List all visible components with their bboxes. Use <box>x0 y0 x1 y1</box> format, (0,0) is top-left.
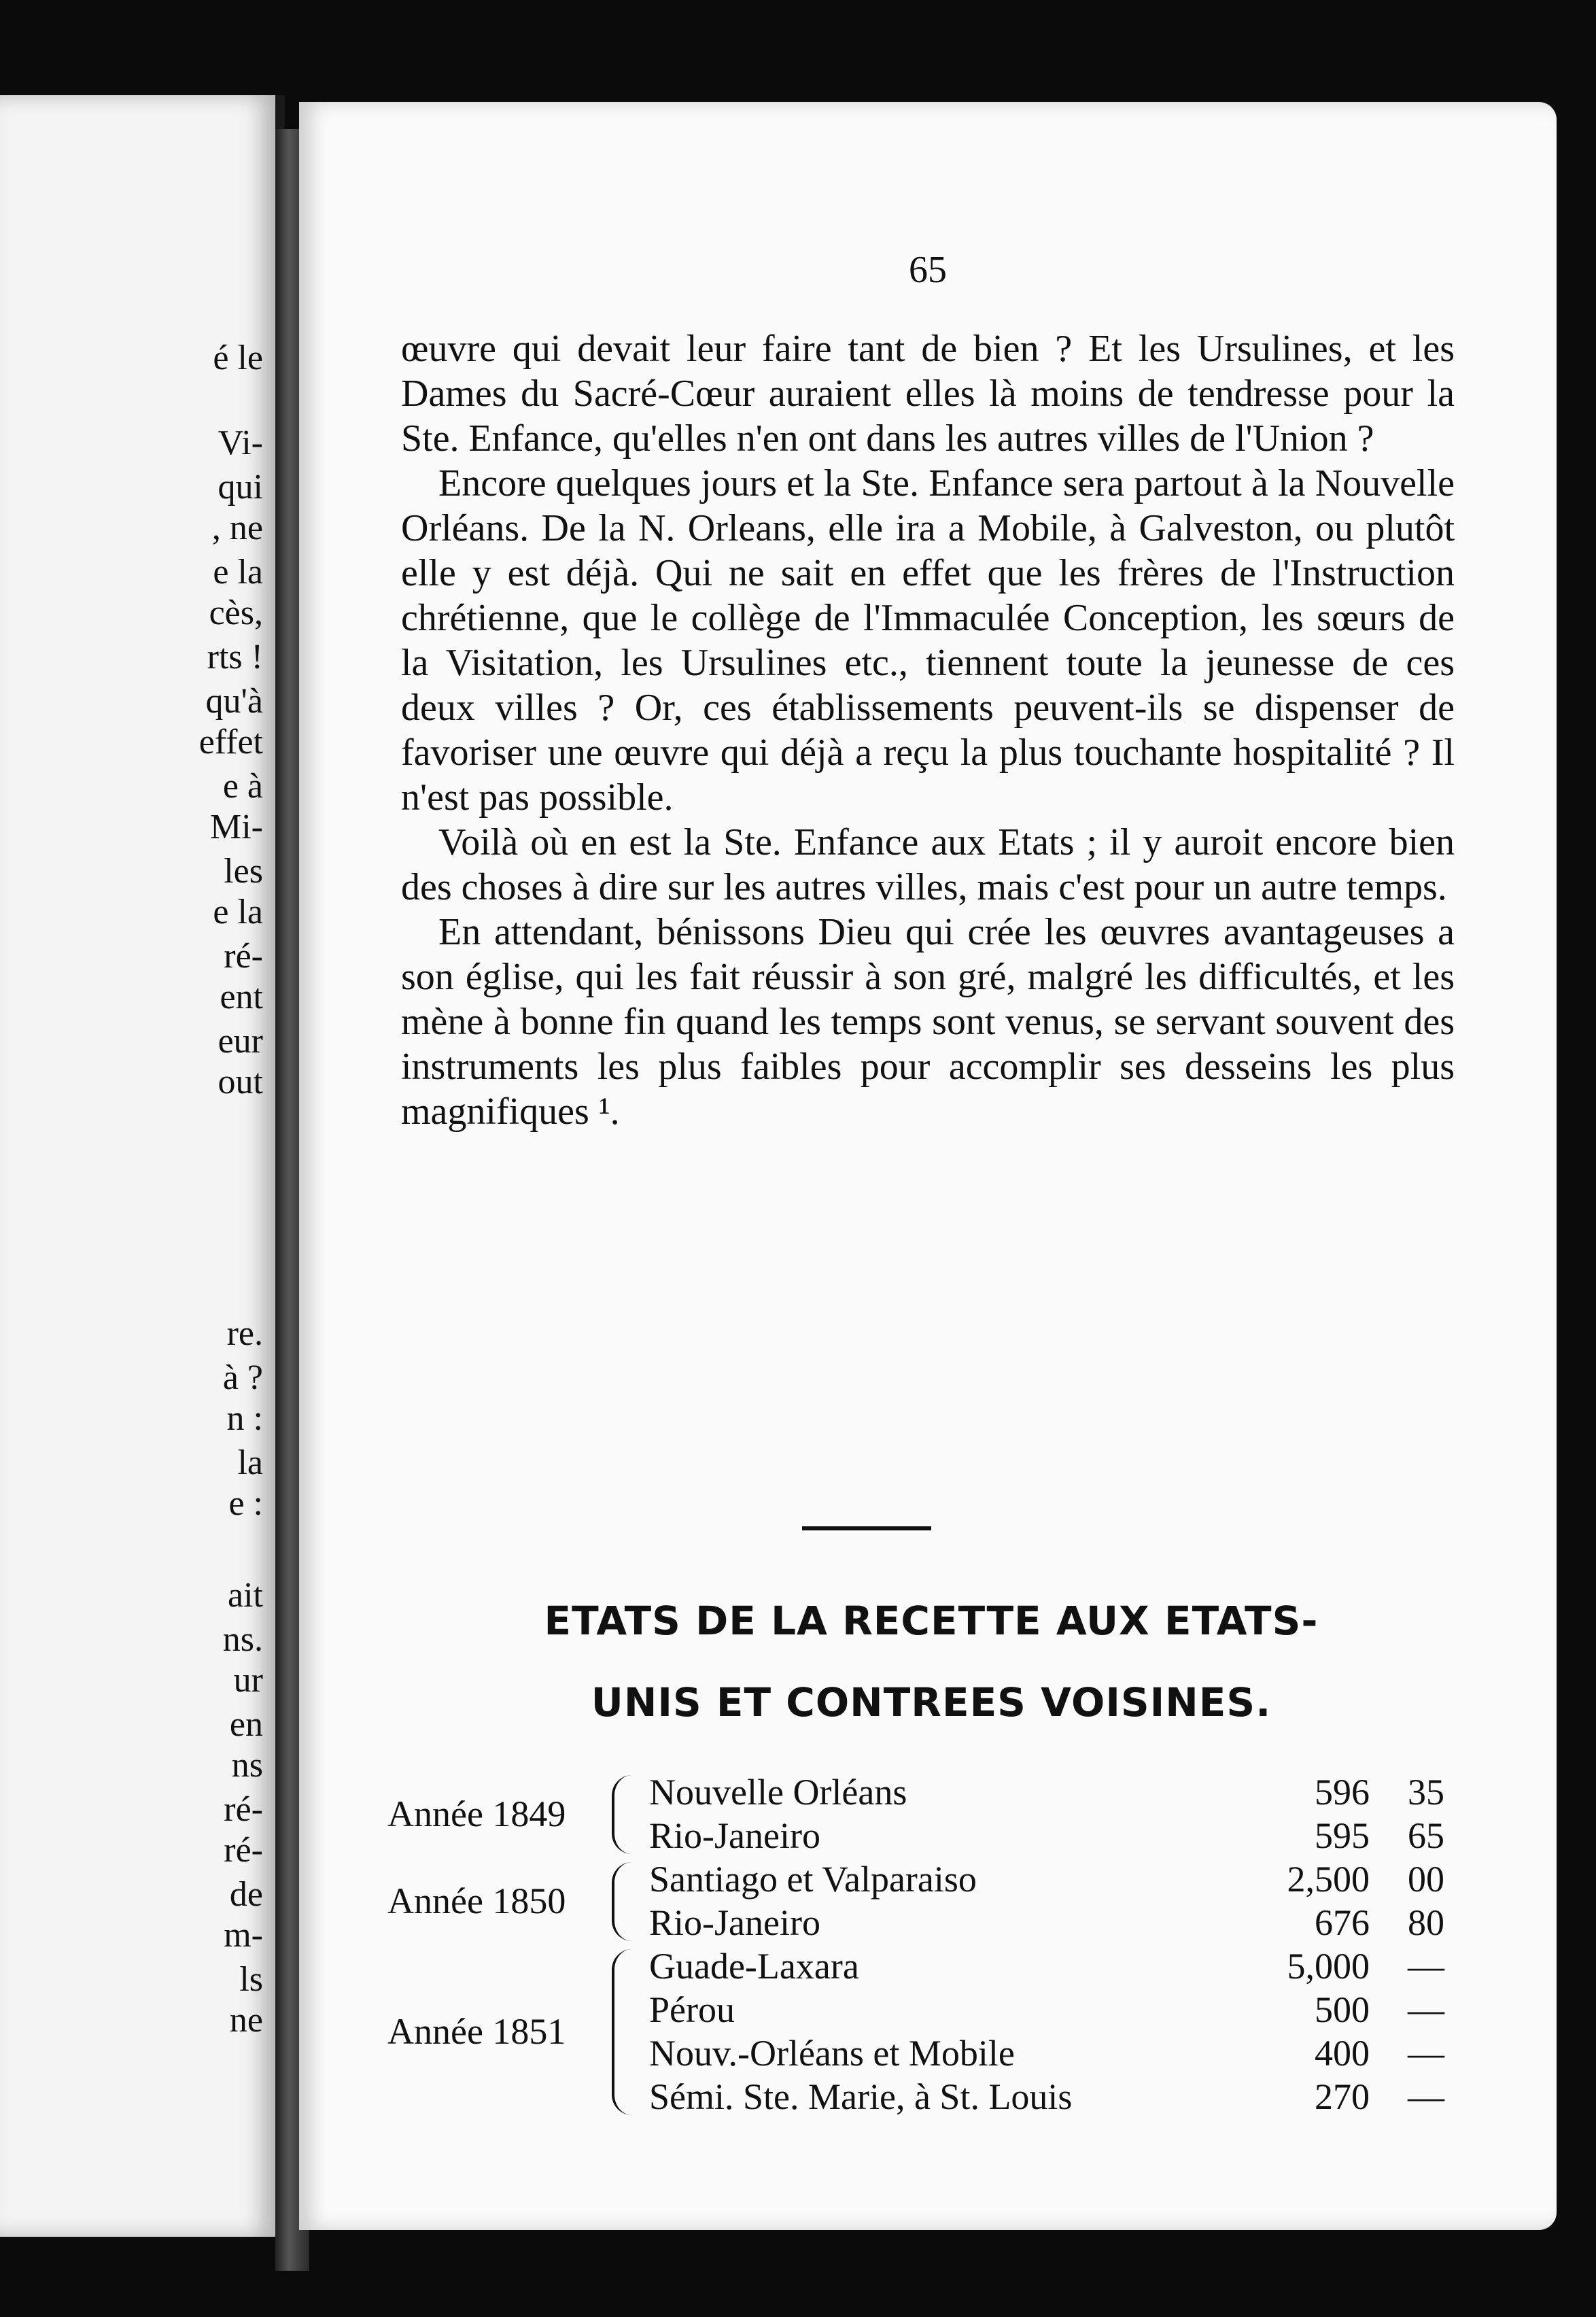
receipt-amount: 5,000 <box>1287 1946 1370 1987</box>
receipt-amount: 2,500 <box>1287 1859 1370 1900</box>
paragraph-2: Encore quelques jours et la Ste. Enfance sera partout à la Nouvelle Orléans. De la N. Orleans, elle ira a Mobile, à Galveston, ou plutôt elle y est déjà. Qui ne sait en effet que les frères de l'Instruction chrétienne, que le collège de l'Immaculée Conception, les sœurs de la Visitation, les Ursulines etc., tiennent toute la jeunesse de ces deux villes ? Or, ces établissements peuvent-ils se dispenser de favoriser une œuvre qui déjà a reçu la plus touchante hospitalité ? Il n'est pas possible. <box>401 462 1455 819</box>
brace <box>612 1949 635 2115</box>
receipt-cents: 00 <box>1408 1859 1444 1900</box>
receipt-row <box>649 1815 1444 1858</box>
left-page-fragment: ait <box>228 1576 263 1615</box>
left-page-fragment: les <box>224 852 263 891</box>
left-page-fragment: n : <box>226 1399 263 1438</box>
receipt-amount: 270 <box>1315 2076 1370 2117</box>
receipt-place: Nouv.-Orléans et Mobile <box>649 2033 1015 2074</box>
receipt-place: Rio-Janeiro <box>649 1902 820 1943</box>
left-page-fragment: rts ! <box>207 638 263 676</box>
receipt-cents: 65 <box>1408 1815 1444 1856</box>
receipt-place: Guade-Laxara <box>649 1946 859 1987</box>
left-page-fragment: ent <box>220 978 263 1016</box>
receipt-row <box>649 2032 1444 2076</box>
receipt-row <box>649 1858 1444 1902</box>
receipt-row <box>649 1945 1444 1989</box>
left-page-fragment: e la <box>213 893 263 931</box>
left-page-fragment: à ? <box>222 1358 263 1397</box>
receipt-cents: — <box>1408 2033 1444 2074</box>
receipt-amount: 500 <box>1315 1989 1370 2030</box>
section-divider <box>802 1526 931 1530</box>
receipt-year: Année 1850 <box>387 1881 566 1921</box>
left-page-fragment: re. <box>226 1314 263 1353</box>
left-page-fragment: Vi- <box>218 424 263 462</box>
page-number: 65 <box>909 249 947 291</box>
left-page-fragment: ne <box>229 2001 263 2040</box>
left-page-fragment: e la <box>213 553 263 591</box>
receipt-cents: — <box>1408 1946 1444 1987</box>
left-page-fragment: ré- <box>224 1790 263 1829</box>
paragraph-4: En attendant, bénissons Dieu qui crée les œuvres avantageuses a son église, qui les fait réussir à son gré, malgré les difficultés, et les mène à bonne fin quand les temps sont venus, se servant souvent des instruments les plus faibles pour accomplir ses desseins les plus magnifiques ¹. <box>401 911 1455 1133</box>
left-page-fragment: ls <box>239 1960 263 1999</box>
receipt-cents: 80 <box>1408 1902 1444 1943</box>
left-page-fragment: en <box>229 1705 263 1744</box>
receipt-cents: — <box>1408 2076 1444 2117</box>
left-page-fragment: la <box>237 1443 263 1482</box>
left-page-fragment: qu'à <box>205 682 263 721</box>
section-title-line-1: ETATS DE LA RECETTE AUX ETATS- <box>544 1598 1319 1644</box>
receipt-amount: 400 <box>1315 2033 1370 2074</box>
receipt-place: Sémi. Ste. Marie, à St. Louis <box>649 2076 1073 2117</box>
left-page-fragment: de <box>229 1875 263 1914</box>
left-page-fragment: ur <box>233 1661 263 1700</box>
paragraph-1: œuvre qui devait leur faire tant de bien ? Et les Ursulines, et les Dames du Sacré-Cœur auraient elles là moins de tendresse pour la Ste. Enfance, qu'elles n'en ont dans les autres villes de l'Union ? <box>401 328 1455 460</box>
left-page-fragment: qui <box>218 468 263 507</box>
paragraph-3: Voilà où en est la Ste. Enfance aux Etats ; il y auroit encore bien des choses à dire sur les autres villes, mais c'est pour un autre temps. <box>401 821 1455 908</box>
brace <box>612 1862 635 1941</box>
receipt-amount: 676 <box>1315 1902 1370 1943</box>
receipt-row <box>649 1771 1444 1815</box>
section-title-line-2: UNIS ET CONTREES VOISINES. <box>591 1679 1272 1726</box>
left-page-fragment: m- <box>224 1916 263 1955</box>
receipt-row <box>649 1989 1444 2032</box>
receipt-cents: 35 <box>1408 1772 1444 1813</box>
left-page <box>0 95 285 2237</box>
left-page-fragment: ns. <box>222 1620 263 1659</box>
left-page-fragment: ré- <box>224 937 263 976</box>
left-page-fragment: Mi- <box>210 808 263 846</box>
receipt-year: Année 1849 <box>387 1793 566 1834</box>
receipt-place: Santiago et Valparaiso <box>649 1859 977 1900</box>
left-page-fragment: eur <box>218 1022 263 1061</box>
left-page-fragment: out <box>218 1063 263 1101</box>
receipt-cents: — <box>1408 1989 1444 2030</box>
receipt-row <box>649 1902 1444 1945</box>
receipt-year: Année 1851 <box>387 2011 566 2052</box>
right-page <box>299 102 1557 2230</box>
left-page-fragment: cès, <box>209 594 263 632</box>
body-text <box>401 326 1455 1134</box>
receipt-row <box>649 2076 1444 2119</box>
left-page-fragment: ré- <box>224 1831 263 1870</box>
receipt-place: Pérou <box>649 1989 735 2030</box>
left-page-fragment: e à <box>222 767 263 806</box>
brace <box>612 1775 635 1854</box>
left-page-fragment: ns <box>231 1746 263 1785</box>
receipt-place: Rio-Janeiro <box>649 1815 820 1856</box>
receipt-amount: 595 <box>1315 1815 1370 1856</box>
left-page-fragment: effet <box>198 723 263 761</box>
left-page-fragment: é le <box>213 339 263 377</box>
left-page-fragment: , ne <box>211 509 263 547</box>
receipt-place: Nouvelle Orléans <box>649 1772 907 1813</box>
receipt-amount: 596 <box>1315 1772 1370 1813</box>
left-page-fragment: e : <box>228 1484 263 1523</box>
